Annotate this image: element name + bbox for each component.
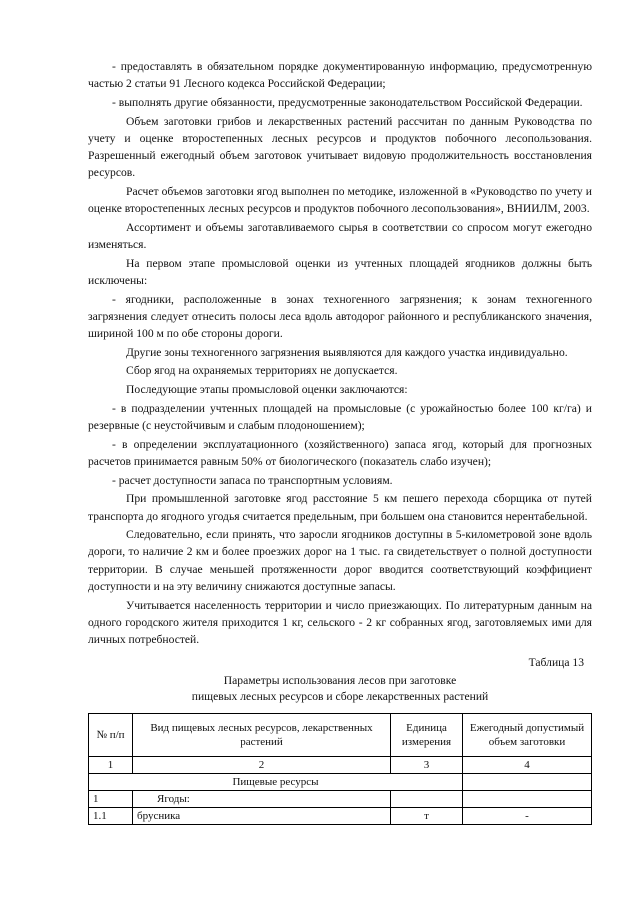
header-cell-resource-type: Вид пищевых лесных ресурсов, лекарственных растений: [133, 714, 391, 757]
row-name: Ягоды:: [133, 791, 391, 808]
table-title-line: Параметры использования лесов при заготовке: [223, 674, 457, 688]
section-row: [89, 774, 592, 791]
table-title: [88, 673, 592, 705]
paragraph: Следовательно, если принять, что заросли ягодников доступны в 5-километровой зоне вдоль дороги, то наличие 2 км и более проезжих дорог на 1 тыс. га свидетельствует о полной доступности территории. В случае меньшей протяженности дорог вводится соответствующий коэффициент доступности и на эту величину снижаются доступные запасы.: [88, 528, 592, 593]
row-number: 1.1: [89, 808, 133, 825]
paragraph: - в определении эксплуатационного (хозяйственного) запаса ягод, который для прогнозных расчетов принимается равным 50% от биологического (показатель слабо изучен);: [88, 437, 592, 468]
paragraph: - в подразделении учтенных площадей на промысловые (с урожайностью более 100 кг/га) и резервные (с неустойчивым и слабым плодоношением);: [88, 401, 592, 433]
table-header-row: [89, 714, 592, 757]
empty-cell: [463, 774, 592, 791]
paragraph: Другие зоны техногенного загрязнения выявляются для каждого участка индивидуально.: [126, 345, 568, 359]
row-unit: т: [391, 808, 463, 825]
header-cell-number: № п/п: [89, 714, 133, 757]
paragraph: Последующие этапы промысловой оценки заключаются:: [126, 383, 408, 397]
paragraph: На первом этапе промысловой оценки из учтенных площадей ягодников должны быть исключены:: [88, 256, 592, 287]
paragraph: Ассортимент и объемы заготавливаемого сырья в соответствии со спросом могут ежегодно изменяться.: [88, 220, 592, 252]
document-page: [88, 58, 592, 825]
column-number: 4: [463, 757, 592, 774]
paragraph: Объем заготовки грибов и лекарственных растений рассчитан по данным Руководства по учету и оценке второстепенных лесных ресурсов и продуктов побочного лесопользования. Разрешенный ежегодный объем заготовок учитывает видовую продолжительность восстановления ресурсов.: [88, 114, 592, 180]
row-name: брусника: [133, 808, 391, 825]
paragraph: Сбор ягод на охраняемых территориях не допускается.: [126, 364, 398, 378]
body-text: [88, 58, 592, 648]
paragraph: - ягодники, расположенные в зонах техногенного загрязнения; к зонам техногенного загрязнения следует отнесить полосы леса вдоль автодорог районного и республиканского значения, шириной 100 м по обе стороны дороги.: [88, 292, 592, 341]
column-number: 3: [391, 757, 463, 774]
row-volume: -: [463, 808, 592, 825]
header-cell-unit: Единица измерения: [391, 714, 463, 757]
parameters-table: [88, 713, 592, 825]
paragraph: Учитывается населенность территории и число приезжающих. По литературным данным на одного городского жителя приходится 1 кг, сельского - 2 кг собранных ягод, заготовляемых ими для личных потребностей.: [88, 598, 592, 646]
column-number: 2: [133, 757, 391, 774]
column-number-row: [89, 757, 592, 774]
paragraph: - предоставлять в обязательном порядке документированную информацию, предусмотренную частью 2 статьи 91 Лесного кодекса Российской Федерации;: [88, 60, 592, 91]
row-volume: [463, 791, 592, 808]
row-unit: [391, 791, 463, 808]
table-row: [89, 808, 592, 825]
table-caption: Таблица 13: [528, 656, 584, 670]
table-title-line: пищевых лесных ресурсов и сборе лекарственных растений: [191, 690, 489, 704]
section-label: Пищевые ресурсы: [89, 774, 463, 791]
paragraph: - выполнять другие обязанности, предусмотренные законодательством Российской Федерации.: [112, 95, 583, 109]
paragraph: Расчет объемов заготовки ягод выполнен по методике, изложенной в «Руководство по учету и оценке второстепенных лесных ресурсов и продуктов побочного лесопользования», ВНИИЛМ, 2003.: [88, 184, 592, 216]
row-number: 1: [89, 791, 133, 808]
paragraph: При промышленной заготовке ягод расстояние 5 км пешего перехода сборщика от путей транспорта до ягодного угодья считается предельным, при большем она становится нерентабельной.: [88, 492, 592, 523]
header-cell-annual-volume: Ежегодный допустимый объем заготовки: [463, 714, 592, 757]
paragraph: - расчет доступности запаса по транспортным условиям.: [112, 473, 393, 487]
table-row: [89, 791, 592, 808]
column-number: 1: [89, 757, 133, 774]
